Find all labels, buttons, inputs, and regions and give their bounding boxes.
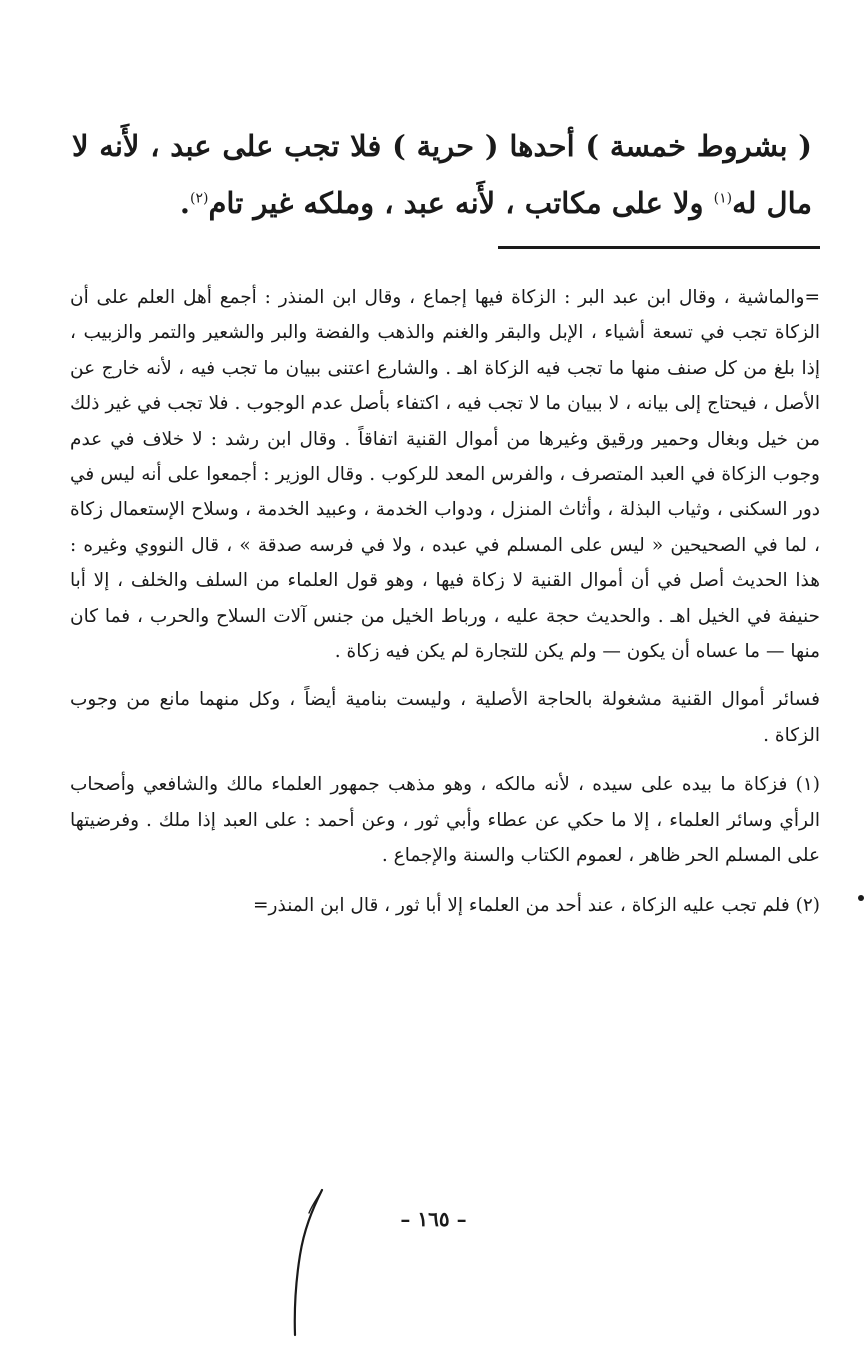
margin-ink-dot <box>858 895 864 901</box>
footnote-continuation: =والماشية ، وقال ابن عبد البر : الزكاة فيها إجماع ، وقال ابن المنذر : أجمع أهل العلم على أن الزكاة تجب في تسعة أشياء ، الإبل والبقر والغنم والذهب والفضة والبر والشعير والتمر والزبيب ، إذا بلغ من كل صنف منها ما تجب فيه الزكاة اهـ . والشارع اعتنى ببيان ما تجب فيه ، لأنه خارج عن الأصل ، فيحتاج إلى بيانه ، لا ببيان ما لا تجب فيه ، اكتفاء بأصل عدم الوجوب . فلا تجب في غير ذلك من خيل وبغال وحمير ورقيق وغيرها من أموال القنية اتفاقاً . وقال ابن رشد : لا خلاف في عدم وجوب الزكاة في العبد المتصرف ، والفرس المعد للركوب . وقال الوزير : أجمعوا على أنه ليس في دور السكنى ، وثياب البذلة ، وأثاث المنزل ، ودواب الخدمة ، وعبيد الخدمة ، وسلاح الإستعمال زكاة ، لما في الصحيحين « ليس على المسلم في عبده ، ولا في فرسه صدقة » ، قال النووي وغيره : هذا الحديث أصل في أن أموال القنية لا زكاة فيها ، وهو قول العلماء من السلف والخلف ، إلا أبا حنيفة في الخيل اهـ . والحديث حجة عليه ، ورباط الخيل من جنس آلات السلاح والحرب ، فما كان منها — ما عساه أن يكون — ولم يكن للتجارة لم يكن فيه زكاة . <box>70 287 820 663</box>
handwritten-pen-stroke <box>282 1185 332 1345</box>
footnote-paragraph: فسائر أموال القنية مشغولة بالحاجة الأصلية ، وليست بنامية أيضاً ، وكل منهما مانع من وجوب الزكاة . <box>70 689 820 746</box>
footnote-separator <box>498 246 820 249</box>
main-text-end: . <box>179 186 190 220</box>
footnote-ref-1: (١) <box>713 190 733 207</box>
footnotes-section <box>70 280 820 923</box>
main-text <box>72 118 812 232</box>
main-text-part1: ( بشروط خمسة ) أحدها ( حرية ) فلا تجب على عبد ، لأَنه لا مال له <box>72 129 812 220</box>
footnote-1: (١) فزكاة ما بيده على سيده ، لأنه مالكه ، وهو مذهب جمهور العلماء مالك والشافعي وأصحاب الرأي وسائر العلماء ، إلا ما حكي عن عطاء وأبي ثور ، وعن أحمد : على العبد إذا ملك . وفرضيتها على المسلم الحر ظاهر ، لعموم الكتاب والسنة والإجماع . <box>70 774 820 867</box>
main-text-part2: ولا على مكاتب ، لأَنه عبد ، وملكه غير تام <box>208 186 714 220</box>
footnote-2: (٢) فلم تجب عليه الزكاة ، عند أحد من العلماء إلا أبا ثور ، قال ابن المنذر= <box>253 894 820 916</box>
page-number: – ١٦٥ – <box>400 1207 467 1231</box>
footnote-ref-2: (٢) <box>189 190 209 207</box>
